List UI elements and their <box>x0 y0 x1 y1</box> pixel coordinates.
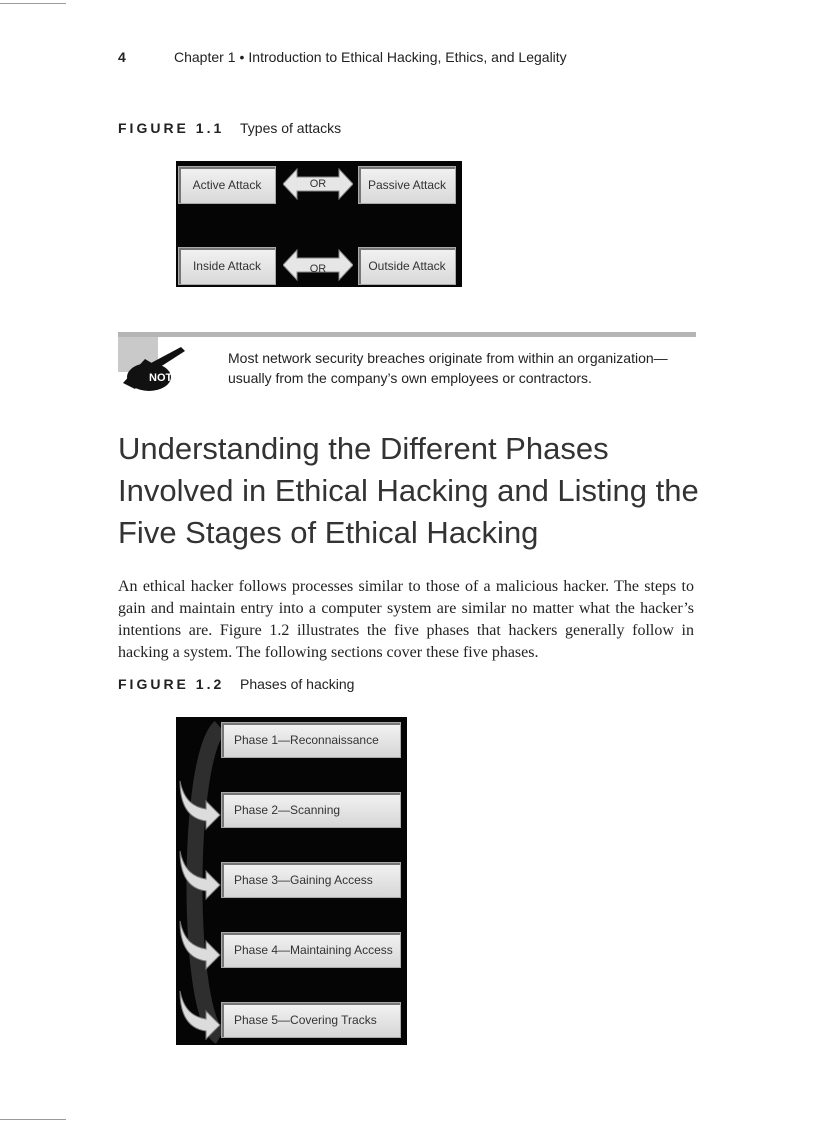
or-label-bottom: OR <box>309 263 327 275</box>
phase-3-box: Phase 3—Gaining Access <box>221 862 401 898</box>
curved-arrow-icon <box>176 779 222 831</box>
figure-1-title: Types of attacks <box>240 120 342 136</box>
note-icon-text: NOTE <box>149 372 180 384</box>
phase-5-box: Phase 5—Covering Tracks <box>221 1002 401 1038</box>
figure-1-label: FIGURE 1.1 <box>118 120 225 136</box>
note-text: Most network security breaches originate from within an organization—usually from the company’s own employees or contractors. <box>228 350 668 386</box>
inside-attack-box: Inside Attack <box>178 247 276 285</box>
body-paragraph: An ethical hacker follows processes similar to those of a malicious hacker. The steps to gain and maintain entry into a computer system are similar no matter what the hacker’s intentions are. Figure 1.2 illustrates the five phases that hackers generally follow in hacking a system. The following sections cover these five phases. <box>118 578 694 661</box>
or-label-top: OR <box>309 178 327 190</box>
running-head <box>118 49 567 65</box>
passive-attack-box: Passive Attack <box>358 166 456 204</box>
double-arrow-bottom <box>283 248 353 282</box>
separator-dot: • <box>239 49 245 65</box>
section-heading: Understanding the Different Phases Involved in Ethical Hacking and Listing the Five Stages of Ethical Hacking <box>118 431 699 550</box>
figure-hacking-phases <box>176 717 407 1045</box>
curved-arrow-icon <box>176 849 222 901</box>
curved-arrow-icon <box>176 919 222 971</box>
chapter-title: Introduction to Ethical Hacking, Ethics, and Legality <box>248 49 567 65</box>
crop-mark-top <box>0 3 66 4</box>
crop-mark-bottom <box>0 1119 66 1120</box>
phase-4-box: Phase 4—Maintaining Access <box>221 932 401 968</box>
figure-1-caption <box>118 120 341 136</box>
figure-2-title: Phases of hacking <box>240 676 355 692</box>
page-number: 4 <box>118 49 126 65</box>
phase-1-box: Phase 1—Reconnaissance <box>221 722 401 758</box>
active-attack-box: Active Attack <box>178 166 276 204</box>
double-arrow-top <box>283 167 353 201</box>
note-rule <box>118 332 696 337</box>
curved-arrow-icon <box>176 989 222 1041</box>
phase-2-box: Phase 2—Scanning <box>221 792 401 828</box>
figure-2-caption <box>118 676 354 692</box>
figure-attack-types <box>176 161 462 287</box>
figure-2-label: FIGURE 1.2 <box>118 676 225 692</box>
chapter-number: Chapter 1 <box>174 49 236 65</box>
outside-attack-box: Outside Attack <box>358 247 456 285</box>
note-pen-icon <box>115 343 187 395</box>
